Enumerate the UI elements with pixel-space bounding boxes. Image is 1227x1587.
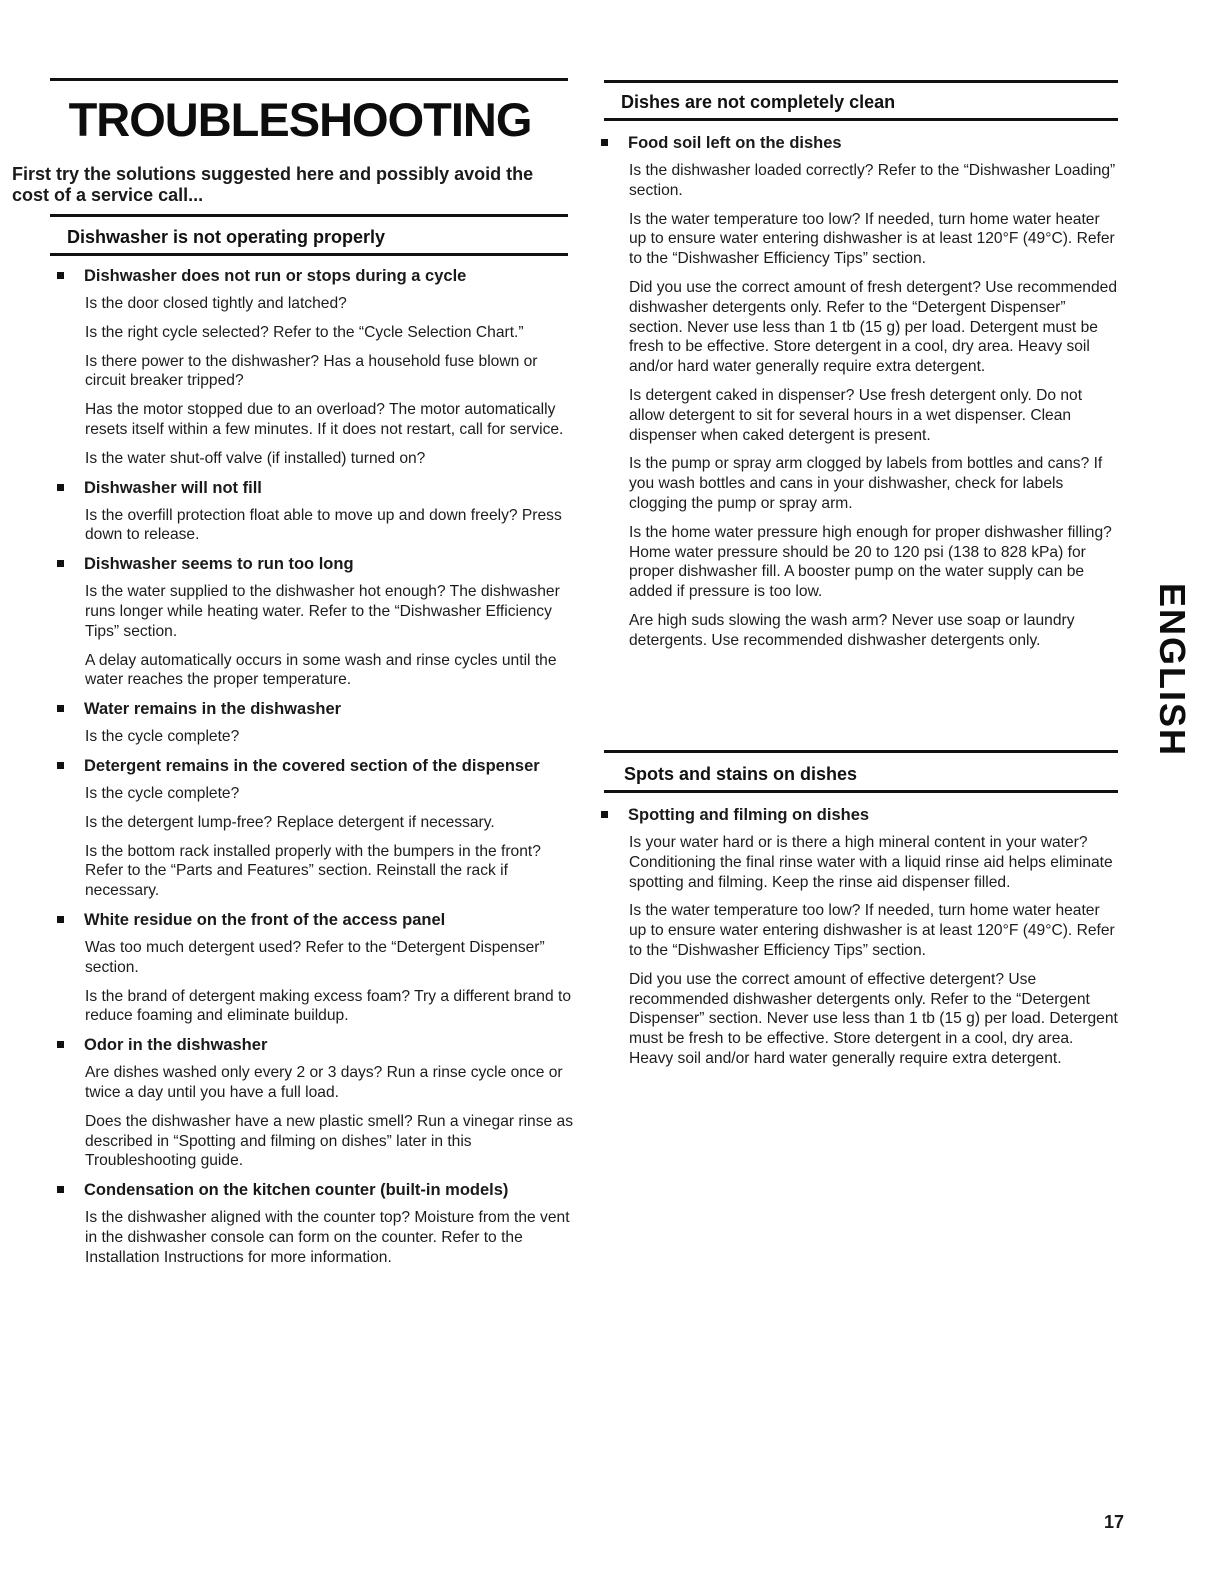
solution-text: Did you use the correct amount of effective detergent? Use recommended dishwasher detergents only. Refer to the “Detergent Dispenser” section. Never use less than 1 tb (15 g) per load. Detergent must be fresh to be effective. Store detergent in a cool, dry area. Heavy soil and/or hard water generally require extra detergent. xyxy=(629,970,1118,1067)
section-rule-bottom xyxy=(50,253,568,256)
solution-text: Is the water shut-off valve (if installed) turned on? xyxy=(85,449,426,467)
solution-text: Is the detergent lump-free? Replace detergent if necessary. xyxy=(85,813,495,831)
section-rule-bottom xyxy=(604,790,1118,793)
problem-title: Condensation on the kitchen counter (built-in models) xyxy=(84,1181,509,1200)
problem-item xyxy=(54,1035,574,1171)
solution-text: Is the water temperature too low? If needed, turn home water heater up to ensure water entering dishwasher is at least 120°F (49°C). Refer to the “Dishwasher Efficiency Tips” section. xyxy=(629,210,1115,268)
problem-item xyxy=(54,756,574,901)
problem-item xyxy=(54,1180,574,1267)
problem-item xyxy=(54,266,574,469)
solution-text: Has the motor stopped due to an overload? The motor automatically resets itself within a few minutes. If it does not restart, call for service. xyxy=(85,401,564,438)
problem-list xyxy=(598,133,1120,660)
problem-title: Spotting and filming on dishes xyxy=(628,806,870,824)
problem-item xyxy=(54,554,574,690)
problem-item xyxy=(54,478,574,546)
problem-title: Dishwasher will not fill xyxy=(84,478,262,497)
solution-text: Is the water temperature too low? If needed, turn home water heater up to ensure water entering dishwasher is at least 120°F (49°C). Refer to the “Dishwasher Efficiency Tips” section. xyxy=(629,902,1115,959)
section-rule-top xyxy=(50,214,568,217)
solution-text: Did you use the correct amount of fresh detergent? Use recommended dishwasher detergents only. Refer to the “Detergent Dispenser” section. Never use less than 1 tb (15 g) per load. Detergent must be fresh to be effective. Store detergent in a cool, dry area. Heavy soil and/or hard water generally require extra detergent. xyxy=(629,278,1117,376)
title-top-rule xyxy=(50,78,568,81)
section-rule-top xyxy=(604,80,1118,83)
bullet-icon xyxy=(57,1041,64,1048)
solution-text: Was too much detergent used? Refer to the “Detergent Dispenser” section. xyxy=(85,938,545,976)
solution-text: Is the brand of detergent making excess foam? Try a different brand to reduce foaming and eliminate buildup. xyxy=(85,987,571,1025)
problem-item xyxy=(54,699,574,747)
section-heading: Dishes are not completely clean xyxy=(621,92,896,112)
solution-text: Is the home water pressure high enough for proper dishwasher filling? Home water pressure should be 20 to 120 psi (138 to 828 kPa) for proper dishwasher fill. A booster pump on the water supply can be added if pressure is too low. xyxy=(629,523,1112,601)
bullet-icon xyxy=(57,916,64,923)
problem-title: Dishwasher does not run or stops during a cycle xyxy=(84,267,467,285)
problem-item xyxy=(598,133,1120,651)
solution-text: Is the water supplied to the dishwasher hot enough? The dishwasher runs longer while heating water. Refer to the “Dishwasher Efficiency Tips” section. xyxy=(85,583,560,640)
bullet-icon xyxy=(57,560,64,567)
section-rule-bottom xyxy=(604,118,1118,121)
problem-title: Food soil left on the dishes xyxy=(628,134,842,152)
problem-item xyxy=(54,910,574,1026)
solution-text: Is the cycle complete? xyxy=(85,784,240,802)
problem-title: Water remains in the dishwasher xyxy=(84,700,342,719)
problem-title: Detergent remains in the covered section of the dispenser xyxy=(84,756,540,775)
solution-text: Is the right cycle selected? Refer to the “Cycle Selection Chart.” xyxy=(85,323,524,341)
problem-title: Odor in the dishwasher xyxy=(84,1036,268,1055)
solution-text: Does the dishwasher have a new plastic smell? Run a vinegar rinse as described in “Spotting and filming on dishes” later in this Troubleshooting guide. xyxy=(85,1112,573,1170)
side-tab-label: ENGLISH xyxy=(1152,582,1193,758)
bullet-icon xyxy=(57,272,64,279)
solution-text: Are high suds slowing the wash arm? Never use soap or laundry detergents. Use recommended dishwasher detergents only. xyxy=(629,611,1075,649)
problem-title: White residue on the front of the access panel xyxy=(84,910,446,929)
bullet-icon xyxy=(57,1186,64,1193)
section-heading: Dishwasher is not operating properly xyxy=(67,227,386,247)
problem-title: Dishwasher seems to run too long xyxy=(84,555,354,574)
problem-list xyxy=(598,805,1120,1078)
solution-text: Is the dishwasher aligned with the counter top? Moisture from the vent in the dishwasher console can form on the counter. Refer to the Installation Instructions for more information. xyxy=(85,1209,570,1266)
page-title: TROUBLESHOOTING xyxy=(68,93,532,146)
solution-text: A delay automatically occurs in some wash and rinse cycles until the water reaches the proper temperature. xyxy=(85,651,557,689)
solution-text: Is the pump or spray arm clogged by labels from bottles and cans? If you wash bottles and cans in your dishwasher, check for labels clogging the pump or spray arm. xyxy=(629,455,1103,512)
problem-list xyxy=(54,266,574,1277)
solution-text: Is the overfill protection float able to move up and down freely? Press down to release. xyxy=(85,506,562,544)
page-number: 17 xyxy=(1104,1512,1125,1532)
solution-text: Is detergent caked in dispenser? Use fresh detergent only. Do not allow detergent to sit for several hours in a wet dispenser. Clean dispenser when caked detergent is present. xyxy=(629,386,1083,444)
section-rule-top xyxy=(604,750,1118,753)
solution-text: Is your water hard or is there a high mineral content in your water? Conditioning the final rinse water with a liquid rinse aid helps eliminate spotting and filming. Keep the rinse aid dispenser filled. xyxy=(629,834,1113,891)
bullet-icon xyxy=(601,811,608,818)
intro-text: First try the solutions suggested here and possibly avoid the cost of a service call... xyxy=(12,164,534,205)
solution-text: Is the cycle complete? xyxy=(85,728,240,746)
solution-text: Is the bottom rack installed properly with the bumpers in the front? Refer to the “Parts and Features” section. Reinstall the rack if necessary. xyxy=(85,842,541,900)
solution-text: Is the door closed tightly and latched? xyxy=(85,295,347,312)
section-heading: Spots and stains on dishes xyxy=(624,764,858,784)
solution-text: Is the dishwasher loaded correctly? Refer to the “Dishwasher Loading” section. xyxy=(629,162,1116,199)
language-side-tab xyxy=(1152,580,1192,760)
bullet-icon xyxy=(57,484,64,491)
bullet-icon xyxy=(57,705,64,712)
problem-item xyxy=(598,805,1120,1069)
solution-text: Are dishes washed only every 2 or 3 days? Run a rinse cycle once or twice a day until you have a full load. xyxy=(85,1064,563,1101)
bullet-icon xyxy=(57,762,64,769)
solution-text: Is there power to the dishwasher? Has a household fuse blown or circuit breaker tripped? xyxy=(85,352,538,390)
bullet-icon xyxy=(601,139,608,146)
